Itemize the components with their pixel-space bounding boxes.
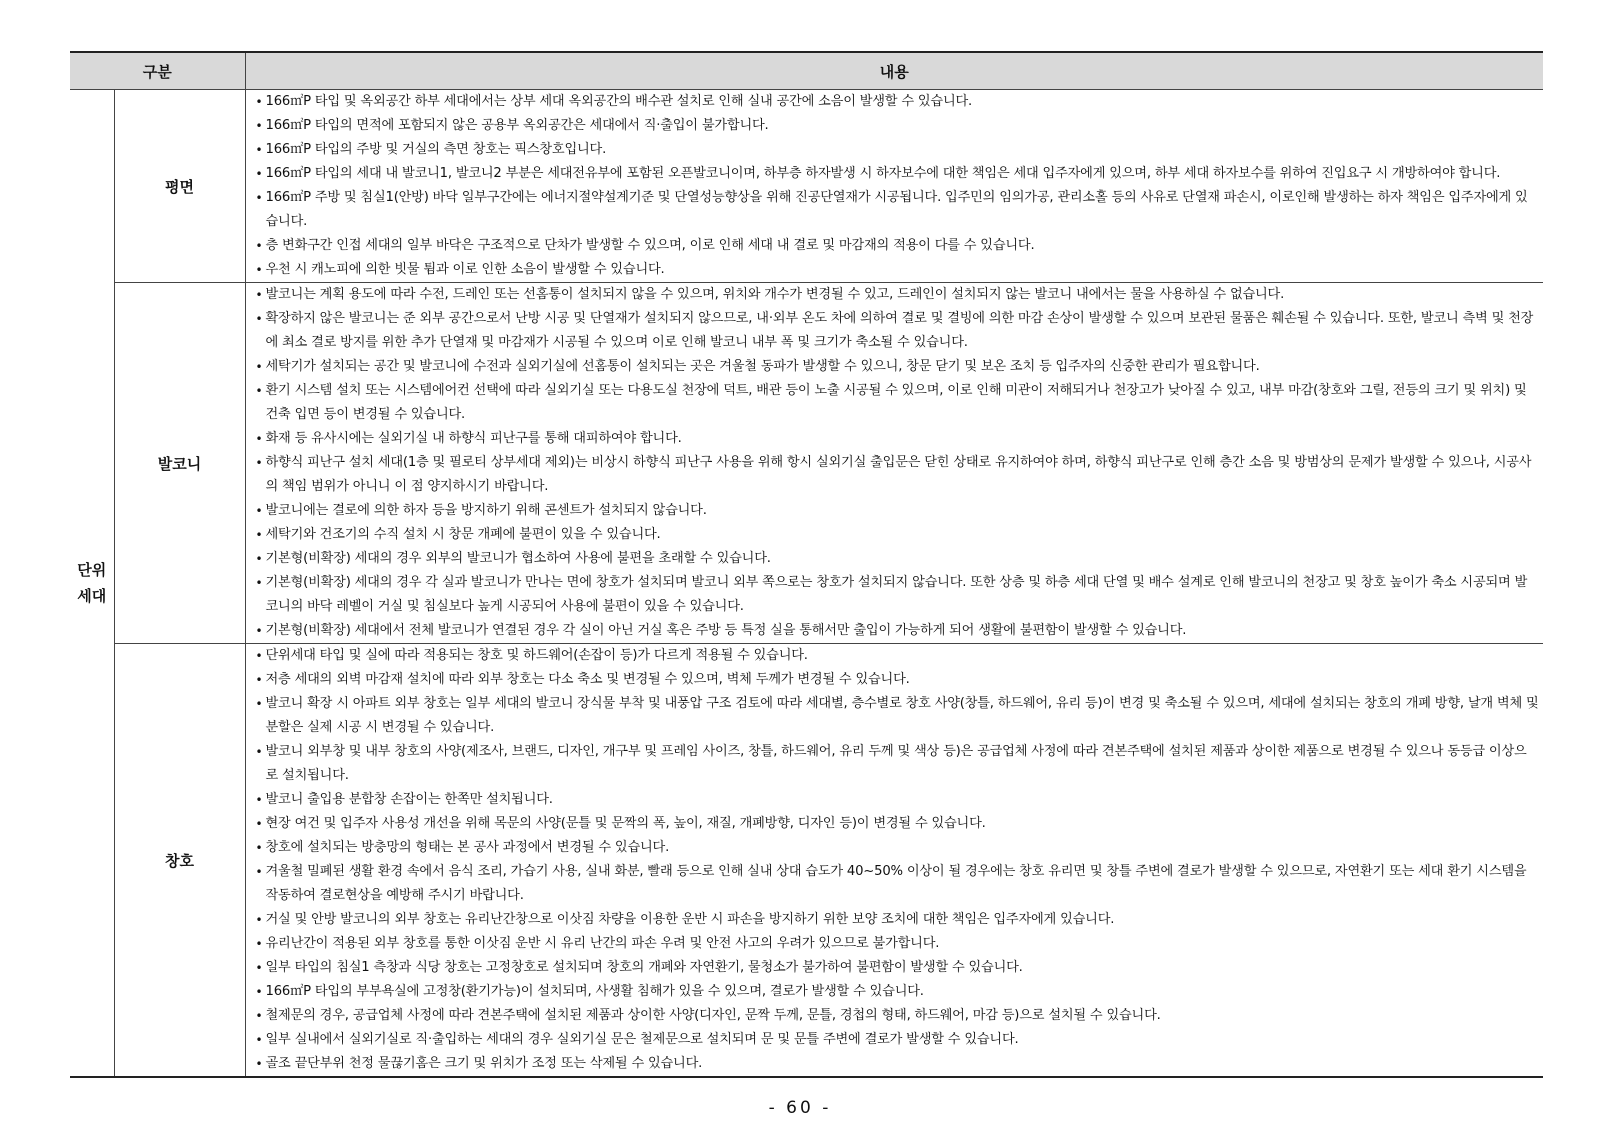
notice-item: • 세탁기가 설치되는 공간 및 발코니에 수전과 실외기실에 선홈통이 설치되는 곳은 겨울철 동파가 발생할 수 있으니, 창문 닫기 및 보온 조치 등 입주자의 신중한 관리가 필요합니다. <box>256 355 1539 379</box>
notice-item: • 저층 세대의 외벽 마감재 설치에 따라 외부 창호는 다소 축소 및 변경될 수 있으며, 벽체 두께가 변경될 수 있습니다. <box>256 668 1539 692</box>
notice-item: • 기본형(비확장) 세대의 경우 외부의 발코니가 협소하여 사용에 불편을 초래할 수 있습니다. <box>256 547 1539 571</box>
notice-item: • 우천 시 캐노피에 의한 빗물 튐과 이로 인한 소음이 발생할 수 있습니다. <box>256 258 1539 282</box>
notice-item: • 유리난간이 적용된 외부 창호를 통한 이삿짐 운반 시 유리 난간의 파손 우려 및 안전 사고의 우려가 있으므로 불가합니다. <box>256 932 1539 956</box>
notice-item: • 발코니 출입용 분합창 손잡이는 한쪽만 설치됩니다. <box>256 788 1539 812</box>
category-label-line2: 세대 <box>77 587 107 605</box>
notice-item: • 166㎡P 타입의 부부욕실에 고정창(환기가능)이 설치되며, 사생활 침해가 있을 수 있으며, 결로가 발생할 수 있습니다. <box>256 980 1539 1004</box>
category-label-line1: 단위 <box>77 561 107 579</box>
notice-item: • 골조 끝단부위 천정 물끊기홈은 크기 및 위치가 조정 또는 삭제될 수 있습니다. <box>256 1052 1539 1076</box>
section-content-windows <box>245 644 1543 1078</box>
section-row-windows <box>70 644 1543 1078</box>
section-label-balcony: 발코니 <box>114 283 245 644</box>
notice-item: • 일부 실내에서 실외기실로 직·출입하는 세대의 경우 실외기실 문은 철제문으로 설치되며 문 및 문틀 주변에 결로가 발생할 수 있습니다. <box>256 1028 1539 1052</box>
section-content-balcony <box>245 283 1543 644</box>
notice-item: • 겨울철 밀폐된 생활 환경 속에서 음식 조리, 가습기 사용, 실내 화분, 빨래 등으로 인해 실내 상대 습도가 40~50% 이상이 될 경우에는 창호 유리면 및 창틀 주변에 결로가 발생할 수 있으므로, 자연환기 또는 세대 환기 시스템을 작동하여 결로현상을 예방해 주시기 바랍니다. <box>256 860 1539 908</box>
notice-item: • 166㎡P 타입 및 옥외공간 하부 세대에서는 상부 세대 옥외공간의 배수관 설치로 인해 실내 공간에 소음이 발생할 수 있습니다. <box>256 90 1539 114</box>
notice-item: • 기본형(비확장) 세대에서 전체 발코니가 연결된 경우 각 실이 아닌 거실 혹은 주방 등 특정 실을 통해서만 출입이 가능하게 되어 생활에 불편함이 발생할 수 있습니다. <box>256 619 1539 643</box>
notice-item: • 화재 등 유사시에는 실외기실 내 하향식 피난구를 통해 대피하여야 합니다. <box>256 427 1539 451</box>
notice-item: • 현장 여건 및 입주자 사용성 개선을 위해 목문의 사양(문틀 및 문짝의 폭, 높이, 재질, 개폐방향, 디자인 등)이 변경될 수 있습니다. <box>256 812 1539 836</box>
notice-item: • 거실 및 안방 발코니의 외부 창호는 유리난간창으로 이삿짐 차량을 이용한 운반 시 파손을 방지하기 위한 보양 조치에 대한 책임은 입주자에게 있습니다. <box>256 908 1539 932</box>
section-content-floor-plan <box>245 90 1543 283</box>
notice-item: • 166㎡P 타입의 면적에 포함되지 않은 공용부 옥외공간은 세대에서 직·출입이 불가합니다. <box>256 114 1539 138</box>
notice-item: • 발코니 확장 시 아파트 외부 창호는 일부 세대의 발코니 장식물 부착 및 내풍압 구조 검토에 따라 세대별, 층수별로 창호 사양(창틀, 하드웨어, 유리 등)이 변경 및 축소될 수 있으며, 세대에 설치되는 창호의 개폐 방향, 날개 벽체 및 분할은 실제 시공 시 변경될 수 있습니다. <box>256 692 1539 740</box>
table-header-row <box>70 52 1543 90</box>
notice-item: • 발코니 외부창 및 내부 창호의 사양(제조사, 브랜드, 디자인, 개구부 및 프레임 사이즈, 창틀, 하드웨어, 유리 두께 및 색상 등)은 공급업체 사정에 따라 견본주택에 설치된 제품과 상이한 제품으로 변경될 수 있으나 동등급 이상으로 설치됩니다. <box>256 740 1539 788</box>
section-label-floor-plan: 평면 <box>114 90 245 283</box>
notice-item: • 166㎡P 타입의 주방 및 거실의 측면 창호는 픽스창호입니다. <box>256 138 1539 162</box>
notice-item: • 166㎡P 주방 및 침실1(안방) 바닥 일부구간에는 에너지절약설계기준 및 단열성능향상을 위해 진공단열재가 시공됩니다. 입주민의 임의가공, 관리소홀 등의 사유로 단열재 파손시, 이로인해 발생하는 하자 책임은 입주자에게 있습니다. <box>256 186 1539 234</box>
page-number: - 60 - <box>768 1098 832 1118</box>
notice-list <box>256 283 1539 643</box>
notice-item: • 철제문의 경우, 공급업체 사정에 따라 견본주택에 설치된 제품과 상이한 사양(디자인, 문짝 두께, 문틀, 경첩의 형태, 하드웨어, 마감 등)으로 설치될 수 있습니다. <box>256 1004 1539 1028</box>
notice-item: • 세탁기와 건조기의 수직 설치 시 창문 개폐에 불편이 있을 수 있습니다. <box>256 523 1539 547</box>
notice-item: • 확장하지 않은 발코니는 준 외부 공간으로서 난방 시공 및 단열재가 설치되지 않으므로, 내·외부 온도 차에 의하여 결로 및 결빙에 의한 마감 손상이 발생할 수 있으며 보관된 물품은 훼손될 수 있습니다. 또한, 발코니 측벽 및 천장에 최소 결로 방지를 위한 추가 단열재 및 마감재가 시공될 수 있으며 이로 인해 발코니 내부 폭 및 크기가 축소될 수 있습니다. <box>256 307 1539 355</box>
notice-item: • 일부 타입의 침실1 측창과 식당 창호는 고정창호로 설치되며 창호의 개폐와 자연환기, 물청소가 불가하여 불편함이 발생할 수 있습니다. <box>256 956 1539 980</box>
section-label-windows: 창호 <box>114 644 245 1078</box>
notice-item: • 발코니는 계획 용도에 따라 수전, 드레인 또는 선홈통이 설치되지 않을 수 있으며, 위치와 개수가 변경될 수 있고, 드레인이 설치되지 않는 발코니 내에서는 물을 사용하실 수 없습니다. <box>256 283 1539 307</box>
notice-item: • 단위세대 타입 및 실에 따라 적용되는 창호 및 하드웨어(손잡이 등)가 다르게 적용될 수 있습니다. <box>256 644 1539 668</box>
notice-item: • 기본형(비확장) 세대의 경우 각 실과 발코니가 만나는 면에 창호가 설치되며 발코니 외부 쪽으로는 창호가 설치되지 않습니다. 또한 상층 및 하층 세대 단열 및 배수 설계로 인해 발코니의 천장고 및 창호 높이가 축소 시공되며 발코니의 바닥 레벨이 거실 및 침실보다 높게 시공되어 사용에 불편이 있을 수 있습니다. <box>256 571 1539 619</box>
notice-item: • 하향식 피난구 설치 세대(1층 및 필로티 상부세대 제외)는 비상시 하향식 피난구 사용을 위해 항시 실외기실 출입문은 닫힌 상태로 유지하여야 하며, 하향식 피난구로 인해 층간 소음 및 방범상의 문제가 발생할 수 있으나, 시공사의 책임 범위가 아니니 이 점 양지하시기 바랍니다. <box>256 451 1539 499</box>
notice-item: • 166㎡P 타입의 세대 내 발코니1, 발코니2 부분은 세대전유부에 포함된 오픈발코니이며, 하부층 하자발생 시 하자보수에 대한 책임은 세대 입주자에게 있으며, 하부 세대 하자보수를 위하여 진입요구 시 개방하여야 합니다. <box>256 162 1539 186</box>
header-content: 내용 <box>245 52 1543 90</box>
notice-item: • 창호에 설치되는 방충망의 형태는 본 공사 과정에서 변경될 수 있습니다. <box>256 836 1539 860</box>
header-category: 구분 <box>70 52 245 90</box>
notice-table <box>70 51 1543 1078</box>
notice-item: • 환기 시스템 설치 또는 시스템에어컨 선택에 따라 실외기실 또는 다용도실 천장에 덕트, 배관 등이 노출 시공될 수 있으며, 이로 인해 미관이 저해되거나 천장고가 낮아질 수 있고, 내부 마감(창호와 그릴, 전등의 크기 및 위치) 및 건축 입면 등이 변경될 수 있습니다. <box>256 379 1539 427</box>
section-row-floor-plan <box>70 90 1543 283</box>
section-row-balcony <box>70 283 1543 644</box>
notice-item: • 발코니에는 결로에 의한 하자 등을 방지하기 위해 콘센트가 설치되지 않습니다. <box>256 499 1539 523</box>
notice-list <box>256 90 1539 282</box>
category-cell-unit <box>70 90 114 1078</box>
notice-list <box>256 644 1539 1076</box>
notice-item: • 층 변화구간 인접 세대의 일부 바닥은 구조적으로 단차가 발생할 수 있으며, 이로 인해 세대 내 결로 및 마감재의 적용이 다를 수 있습니다. <box>256 234 1539 258</box>
